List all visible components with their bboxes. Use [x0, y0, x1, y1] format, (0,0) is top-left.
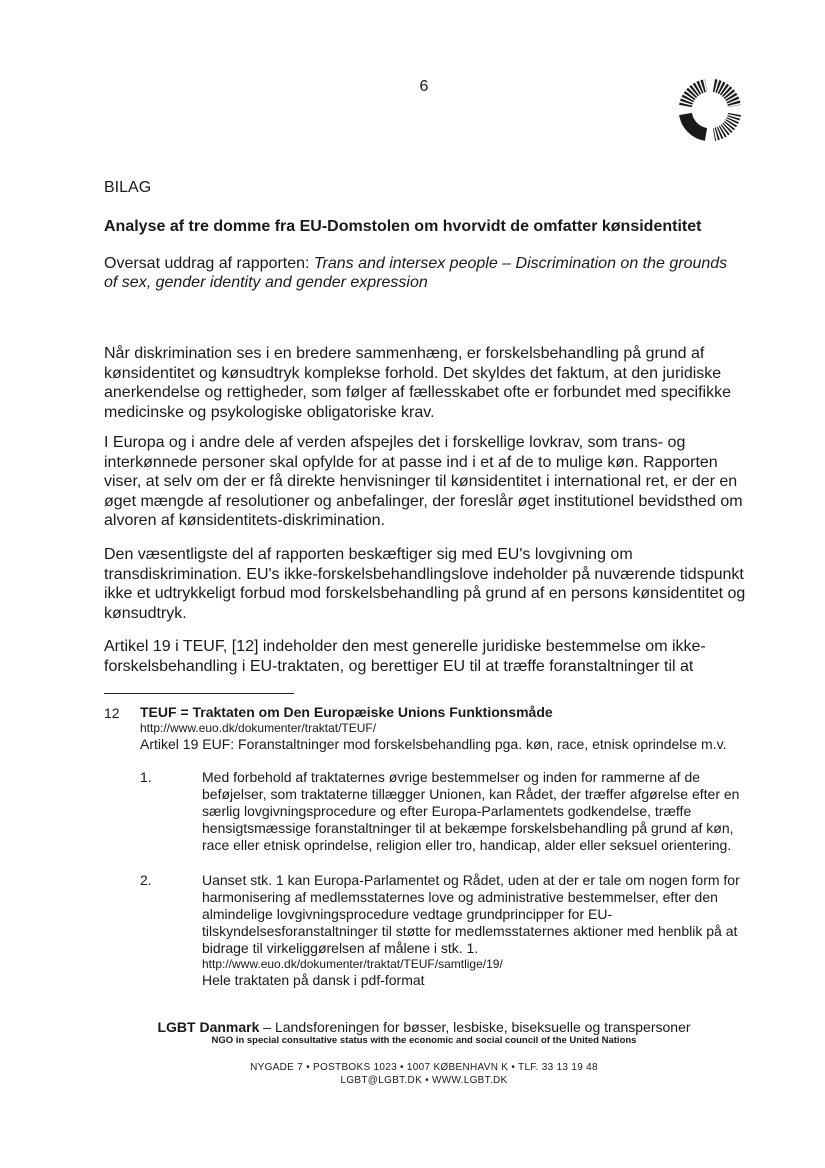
- paragraph: Artikel 19 i TEUF, [12] indeholder den mest generelle juridiske bestemmelse om ikke-forskelsbehandling i EU-traktaten, og berettiger EU til at træffe foranstaltninger til at: [104, 638, 706, 675]
- footnote-divider: [104, 693, 294, 694]
- footer-address: NYGADE 7 • POSTBOKS 1023 • 1007 KØBENHAVN K • TLF. 33 13 19 48: [250, 1062, 598, 1073]
- page-heading: Analyse af tre domme fra EU-Domstolen om hvorvidt de omfatter kønsidentitet: [104, 218, 702, 235]
- footer-org-description: – Landsforeningen for bøsser, lesbiske, biseksuelle og transpersoner: [259, 1019, 691, 1035]
- page-number: 6: [419, 78, 429, 95]
- paragraph: I Europa og i andre dele af verden afspejles det i forskellige lovkrav, som trans- og interkønnede personer skal opfylde for at passe ind i et af de to mulige køn. Rapporten viser, at selv om der er få direkte henvisninger til kønsidentitet i international ret, er der en øget mængde af resolutioner og anbefalinger, der foreslår øget institutionel bevidsthed om alvoren af kønsidentitets-diskrimination.: [104, 434, 743, 530]
- subtitle-prefix: Oversat uddrag af rapporten:: [104, 255, 314, 272]
- list-item-number: 2.: [140, 872, 152, 888]
- footnote-number: 12: [104, 705, 120, 721]
- footer-contact: LGBT@LGBT.DK • WWW.LGBT.DK: [340, 1075, 508, 1086]
- section-label: BILAG: [104, 179, 152, 196]
- list-item-number: 1.: [140, 769, 152, 785]
- list-item-text: Med forbehold af traktaternes øvrige bestemmelser og inden for rammerne af de beføjelser, som traktaterne tillægger Unionen, kan Rådet, der træffer afgørelse efter en særlig lovgivningsprocedure og efter Europa-Parlamentets godkendelse, træffe hensigtsmæssige foranstaltninger til at bekæmpe forskelsbehandling på grund af køn, race eller etnisk oprindelse, religion eller tro, handicap, alder eller seksuel orientering.: [202, 769, 740, 853]
- list-item-text: Uanset stk. 1 kan Europa-Parlamentet og Rådet, uden at der er tale om nogen form for harmonisering af medlemsstaternes love og administrative bestemmelser, efter den almindelige lovgivningsprocedure vedtage grundprincipper for EU-tilskyndelsesforanstaltninger til støtte for medlemsstaternes aktioner med henblik på at bidrage til virkeliggørelsen af målene i stk. 1.: [202, 872, 740, 956]
- full-treaty-link[interactable]: Hele traktaten på dansk i pdf-format: [202, 972, 425, 988]
- footer-org-name: LGBT Danmark: [157, 1019, 260, 1035]
- report-subtitle: [104, 254, 744, 292]
- lgbt-ring-logo-icon: [676, 76, 744, 144]
- footnote-title: TEUF = Traktaten om Den Europæiske Unions Funktionsmåde: [140, 704, 553, 720]
- paragraph: Når diskrimination ses i en bredere sammenhæng, er forskelsbehandling på grund af kønsidentitet og kønsudtryk komplekse forhold. Det skyldes det faktum, at den juridiske anerkendelse og rettigheder, som følger af fællesskabet ofte er forbundet med specifikke medicinske og psykologiske obligatoriske krav.: [104, 345, 732, 421]
- footnote-url2-link[interactable]: http://www.euo.dk/dokumenter/traktat/TEUF/samtlige/19/: [202, 957, 503, 971]
- footnote-url-link[interactable]: http://www.euo.dk/dokumenter/traktat/TEUF/: [140, 721, 377, 735]
- footer-ngo-status: NGO in special consultative status with the economic and social council of the United Nations: [211, 1035, 637, 1046]
- report-title: Trans and intersex people – Discrimination on the grounds of sex, gender identity and gender expression: [104, 255, 728, 291]
- footnote-article-heading: Artikel 19 EUF: Foranstaltninger mod forskelsbehandling pga. køn, race, etnisk oprindelse m.v.: [140, 736, 727, 752]
- paragraph: Den væsentligste del af rapporten beskæftiger sig med EU's lovgivning om transdiskrimination. EU's ikke-forskelsbehandlingslove indeholder på nuværende tidspunkt ikke et udtrykkeligt forbud mod forskelsbehandling på grund af en persons kønsidentitet og kønsudtryk.: [104, 546, 746, 622]
- footer-organization: [0, 1019, 825, 1035]
